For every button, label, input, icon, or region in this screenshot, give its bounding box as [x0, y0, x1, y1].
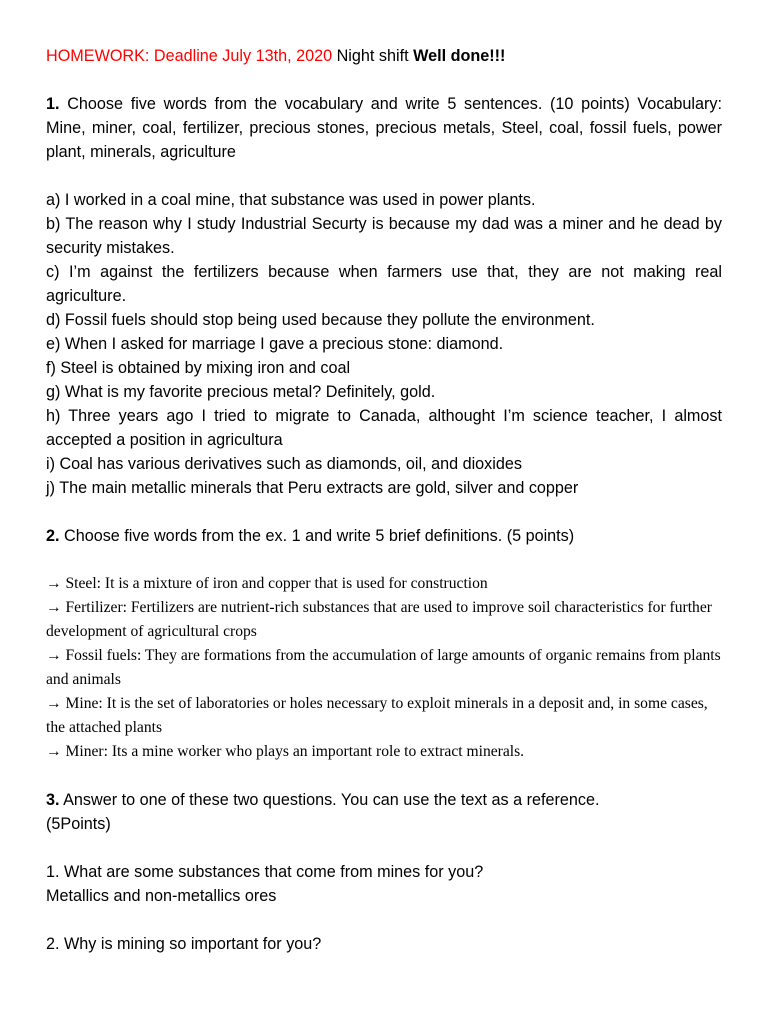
answer-a: a) I worked in a coal mine, that substance was used in power plants. — [46, 191, 536, 209]
answer-g: g) What is my favorite precious metal? Definitely, gold. — [46, 383, 436, 401]
definition-fossil-fuels: → Fossil fuels: They are formations from the accumulation of large amounts of organic remains from plants and animals — [46, 647, 721, 688]
praise-note: Well done!!! — [413, 47, 506, 65]
question-3-number: 3. — [46, 791, 60, 809]
definition-miner: → Miner: Its a mine worker who plays an important role to extract minerals. — [46, 743, 525, 760]
question-3-text: Answer to one of these two questions. You can use the text as a reference. — [63, 791, 600, 809]
definition-fertilizer: → Fertilizer: Fertilizers are nutrient-rich substances that are used to improve soil characteristics for further development of agricultural crops — [46, 599, 712, 640]
question-2-definitions — [46, 572, 722, 764]
question-3-prompt — [46, 788, 722, 812]
question-1-text: Choose five words from the vocabulary and write 5 sentences. (10 points) Vocabulary: Mine, miner, coal, fertilizer, precious stones, precious metals, Steel, coal, fossil fuels, power plant, minerals, agriculture — [46, 95, 722, 161]
answer-e: e) When I asked for marriage I gave a precious stone: diamond. — [46, 335, 504, 353]
answer-c: c) I’m against the fertilizers because when farmers use that, they are not making real agriculture. — [46, 263, 722, 305]
definition-mine: → Mine: It is the set of laboratories or holes necessary to exploit minerals in a deposit and, in some cases, the attached plants — [46, 695, 708, 736]
question-3-sub-1: 1. What are some substances that come from mines for you? — [46, 863, 484, 881]
header-line — [46, 44, 722, 68]
homework-deadline: HOMEWORK: Deadline July 13th, 2020 — [46, 47, 333, 65]
shift-label: Night shift — [336, 47, 409, 65]
question-3-points: (5Points) — [46, 815, 111, 833]
answer-j: j) The main metallic minerals that Peru extracts are gold, silver and copper — [46, 479, 579, 497]
question-2-prompt — [46, 524, 722, 548]
definition-steel: → Steel: It is a mixture of iron and copper that is used for construction — [46, 575, 488, 592]
question-2-number: 2. — [46, 527, 60, 545]
answer-d: d) Fossil fuels should stop being used because they pollute the environment. — [46, 311, 595, 329]
answer-i: i) Coal has various derivatives such as diamonds, oil, and dioxides — [46, 455, 522, 473]
question-3-sub-2: 2. Why is mining so important for you? — [46, 935, 322, 953]
question-2-text: Choose five words from the ex. 1 and write 5 brief definitions. (5 points) — [64, 527, 575, 545]
answer-f: f) Steel is obtained by mixing iron and coal — [46, 359, 351, 377]
answer-h: h) Three years ago I tried to migrate to Canada, althought I’m science teacher, I almost accepted a position in agricultura — [46, 407, 722, 449]
answer-b: b) The reason why I study Industrial Securty is because my dad was a miner and he dead by security mistakes. — [46, 215, 722, 257]
question-3-answer-1: Metallics and non-metallics ores — [46, 887, 277, 905]
question-1-number: 1. — [46, 95, 60, 113]
question-1-answers — [46, 188, 722, 500]
question-1-prompt — [46, 92, 722, 164]
document-page — [46, 44, 722, 956]
